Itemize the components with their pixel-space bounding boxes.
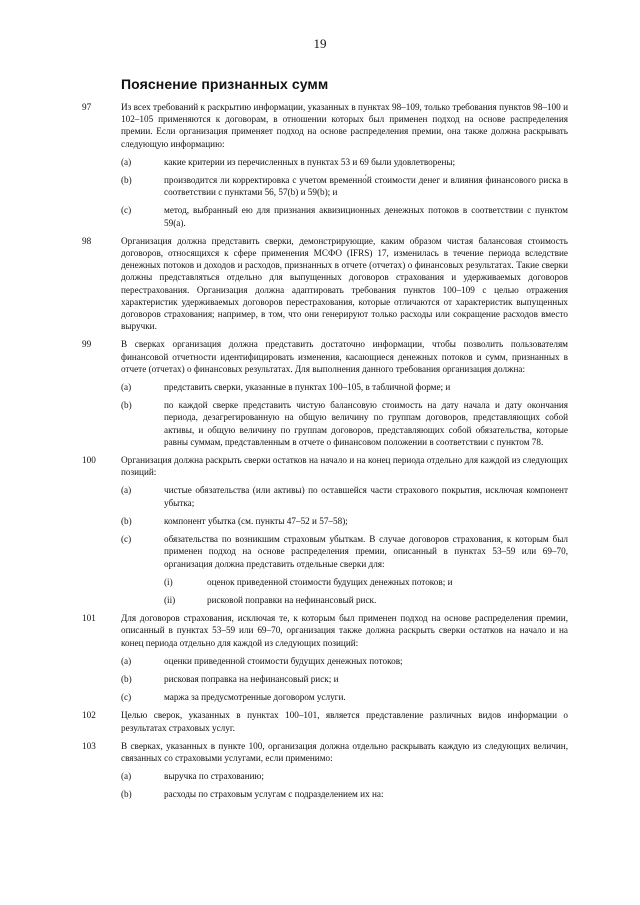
block-text: Организация должна представить сверки, демонстрирующие, каким образом чистая балансовая стоимость договоров, относящихся к сфере применения МСФО (IFRS) 17, изменилась в течение периода вследствие денежных потоков и доходов и расходов, признанных в отчете (отчетах) о финансовых результатах. Такие сверки должны представляться отдельно для выпущенных договоров страхования и удерживаемых договоров перестрахования. Организация должна адаптировать требования пунктов 100–109 с целью отражения характеристик удерживаемых договоров перестрахования, которые отличаются от характеристик выпущенных договоров страхования; например, в том, что они генерируют только расходы или сокращение расходов вместо выручки. <box>121 235 568 332</box>
block-text: Организация должна раскрыть сверки остатков на начало и на конец периода отдельно для каждой из следующих позиций: <box>121 455 568 478</box>
paragraph-98 <box>82 235 568 333</box>
paragraph-number: 99 <box>82 339 92 350</box>
list-item <box>82 655 568 667</box>
block-text: оценок приведенной стоимости будущих денежных потоков; и <box>207 576 453 587</box>
block-text: В сверках организация должна представить достаточно информации, чтобы позволить пользователям финансовой отчетности идентифицировать изменения, касающиеся денежных потоков и сумм, признанных в отчете (отчетах) о финансовых результатах. Для выполнения данного требования организация должна: <box>121 339 568 374</box>
list-item <box>82 770 568 782</box>
list-item-label: (c) <box>121 692 132 703</box>
document-body <box>82 101 568 807</box>
list-item-label: (ii) <box>164 594 176 605</box>
block-text: рисковой поправки на нефинансовый риск. <box>207 594 377 605</box>
list-item-label: (b) <box>121 789 132 800</box>
block-text: маржа за предусмотренные договором услуги. <box>164 692 346 703</box>
list-item <box>82 533 568 570</box>
block-text: В сверках, указанных в пункте 100, организация должна отдельно раскрывать каждую из следующих величин, связанных со страховыми услугами, если применимо: <box>121 740 568 763</box>
sub-list-item <box>82 594 568 606</box>
paragraph-number: 98 <box>82 235 92 246</box>
block-text: метод, выбранный ею для признания аквизиционных денежных потоков в соответствии с пунктом 59(a). <box>164 205 568 228</box>
list-item <box>82 788 568 800</box>
paragraph-number: 100 <box>82 455 96 466</box>
list-item-label: (b) <box>121 515 132 526</box>
list-item <box>82 174 568 198</box>
list-item-label: (b) <box>121 175 132 186</box>
paragraph-99 <box>82 338 568 375</box>
list-item-label: (a) <box>121 771 132 782</box>
list-item-label: (a) <box>121 156 132 167</box>
list-item-label: (a) <box>121 655 132 666</box>
block-text: производится ли корректировка с учетом временно́й стоимости денег и влияния финансового риска в соответствии с пунктами 56, 57(b) и 59(b); и <box>164 175 568 198</box>
list-item-label: (i) <box>164 576 173 587</box>
block-text: Целью сверок, указанных в пунктах 100–101, является представление различных видов информации о результатах страховых услуг. <box>121 710 568 733</box>
list-item-label: (a) <box>121 485 132 496</box>
block-text: какие критерии из перечисленных в пунктах 53 и 69 были удовлетворены; <box>164 156 456 167</box>
block-text: Из всех требований к раскрытию информации, указанных в пунктах 98–109, только требования пунктов 98–100 и 102–105 применяются к договорам, в отношении которых был применен подход на основе распределения премии. Если организация применяет подход на основе распределения премии, она также должна раскрывать следующую информацию: <box>121 102 568 149</box>
paragraph-100 <box>82 454 568 478</box>
list-item <box>82 691 568 703</box>
block-text: по каждой сверке представить чистую балансовую стоимость на дату начала и дату окончания периода, дезагрегированную на общую величину по группам договоров, представляющих собой активы, и общую величину по группам договоров, представляющих собой обязательства, которые равны суммам, представленным в отчете о финансовом положении в соответствии с пунктом 78. <box>164 400 568 447</box>
list-item <box>82 381 568 393</box>
sub-list-item <box>82 576 568 588</box>
list-item-label: (b) <box>121 400 132 411</box>
paragraph-number: 101 <box>82 613 96 624</box>
block-text: оценки приведенной стоимости будущих денежных потоков; <box>164 655 403 666</box>
block-text: обязательства по возникшим страховым убыткам. В случае договоров страхования, к которым был применен подход на основе распределения премии, описанный в пунктах 53–59 или 69–70, организация должна представить отдельные сверки для: <box>164 534 568 569</box>
paragraph-103 <box>82 740 568 764</box>
block-text: представить сверки, указанные в пунктах 100–105, в табличной форме; и <box>164 382 451 393</box>
list-item-label: (a) <box>121 382 132 393</box>
list-item <box>82 204 568 228</box>
block-text: рисковая поправка на нефинансовый риск; и <box>164 673 339 684</box>
block-text: компонент убытка (см. пункты 47–52 и 57–58); <box>164 515 348 526</box>
block-text: чистые обязательства (или активы) по оставшейся части страхового покрытия, исключая компонент убытка; <box>164 485 568 508</box>
section-heading: Пояснение признанных сумм <box>121 76 329 92</box>
block-text: расходы по страховым услугам с подразделением их на: <box>164 789 384 800</box>
paragraph-101 <box>82 612 568 649</box>
list-item-label: (b) <box>121 673 132 684</box>
list-item <box>82 399 568 448</box>
list-item <box>82 156 568 168</box>
paragraph-97 <box>82 101 568 150</box>
list-item <box>82 673 568 685</box>
list-item-label: (c) <box>121 534 132 545</box>
paragraph-102 <box>82 709 568 733</box>
list-item-label: (c) <box>121 205 132 216</box>
list-item <box>82 484 568 508</box>
block-text: выручка по страхованию; <box>164 771 264 782</box>
block-text: Для договоров страхования, исключая те, к которым был применен подход на основе распределения премии, описанный в пунктах 53–59 или 69–70, организация также должна раскрыть сверки остатков на начало и на конец периода отдельно для каждой из следующих позиций: <box>121 613 568 648</box>
paragraph-number: 102 <box>82 710 96 721</box>
page-number: 19 <box>313 36 327 51</box>
paragraph-number: 103 <box>82 740 96 751</box>
paragraph-number: 97 <box>82 102 92 112</box>
list-item <box>82 515 568 527</box>
